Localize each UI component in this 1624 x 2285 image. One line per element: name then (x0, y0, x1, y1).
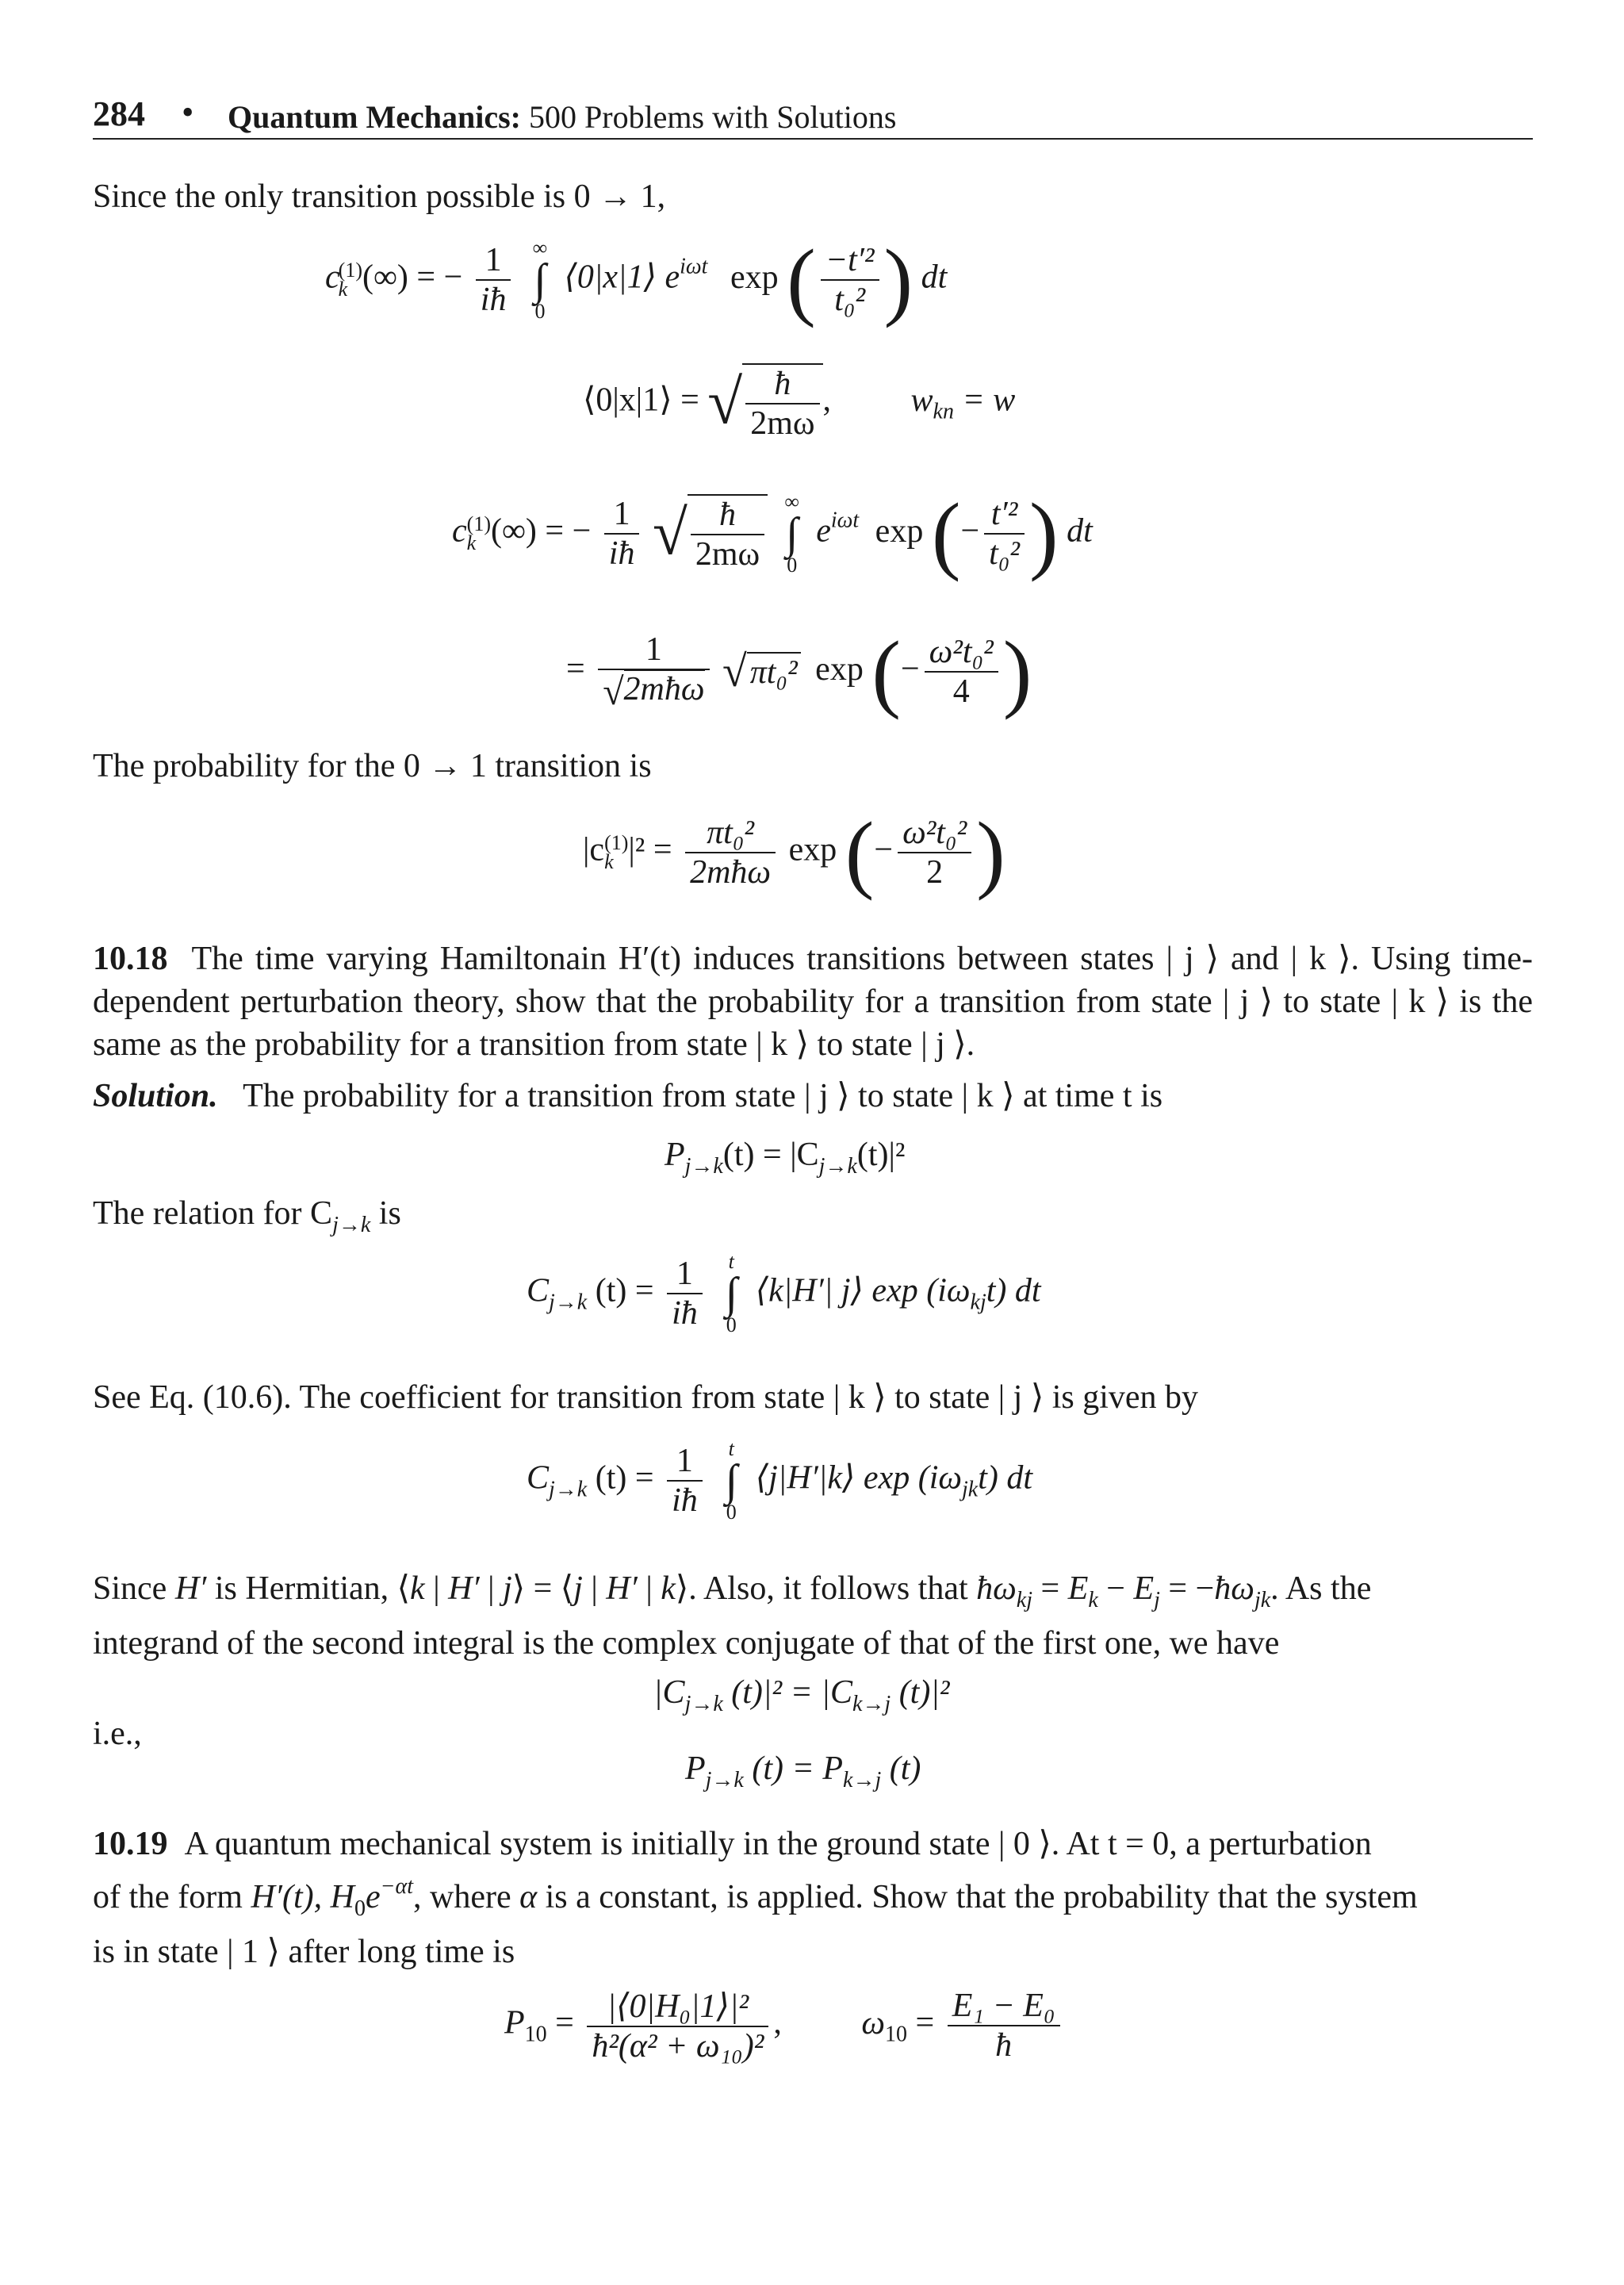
relation-line: The relation for $C_{j\to k}$ is (93, 1195, 401, 1237)
equation-c-infinity-expanded: c (1) k (∞) = − $\frac{1}{iħ}$ √ $\frac{ħ}{2m\omega}$ ∞ ∫ 0 $e^{i\omega t}$ exp (− $\frac{\text{t′²}}{\text{t₀²}}$ ) dt (452, 485, 1093, 582)
ie-label: i.e., (93, 1716, 142, 1752)
see-equation-line: See Eq. (10.6). The coefficient for transition from state | k ⟩ to state | j ⟩ is given by (93, 1379, 1199, 1416)
problem-10-18: 10.18 The time varying Hamiltonain H′(t) induces transitions between states | j ⟩ and | k ⟩. Using time-dependent perturbation theory, show that the probability for a transition from state | j ⟩ to state | k ⟩ is the same as the probability for a transition from state | k ⟩ to state | j ⟩. (93, 941, 1534, 1063)
equation-c-infinity: c (1) k (∞) = − $\frac{1}{iħ}$ ∞ ∫ 0 ⟨0|x|1⟩ $e^{i\omega t}$ exp ( $\frac{\text{−t′²}}{\text{t₀²}}$ ) dt (325, 232, 948, 328)
intro-line: Since the only transition possible is 0 → 1, (93, 178, 666, 215)
equation-p-equality: $P_{j\to k}$ $(t) = P_{k\to j}$ (t) (685, 1750, 921, 1792)
equation-coefficient-kj: $C_{j\to k}$ (t) = $\frac{1}{iħ}$ t ∫ 0 ⟨j|H′|k⟩ $\exp (i\omega_{jk}t)$ dt (527, 1437, 1033, 1524)
header-bullet: • (182, 93, 194, 132)
problem-10-19: 10.19 A quantum mechanical system is initially in the ground state | 0 ⟩. At t = 0, a perturbation of the form H′(t), $H_0e^{-\alpha t}$, where α is a constant, is applied. Show that the probability that the system is in state | 1 ⟩ after long time is (93, 1826, 1418, 1970)
probability-line: The probability for the 0 → 1 transition is (93, 748, 652, 784)
book-title: Quantum Mechanics: 500 Problems with Solutions (228, 99, 897, 135)
equation-abs-equality: $|C_{j\to k}$ $(t)|^2 = |C_{k\to j}$ (t)|² (653, 1674, 950, 1716)
hermitian-paragraph: Since H′ is Hermitian, ⟨k | H′ | j⟩ = ⟨j | H′ | k⟩. Also, it follows that $ħ\omega_{kj} = E_k - E_j$ = $-ħ\omega_{jk}$. As the integrand of the second integral is the complex conjugate of that of the first one, we have (93, 1570, 1372, 1662)
equation-transition-probability: $P_{j\to k}(t) = |C_{j\to k}(t)|^2$ (665, 1137, 906, 1179)
problem-number: 10.18 (93, 941, 168, 977)
equation-probability: |c (1) k |² = $\frac{\text{πt₀²}}{\text{2mħω}}$ exp (− $\frac{\text{ω²t₀²}}{2}$ ) (583, 804, 1005, 901)
running-header (93, 89, 1533, 140)
equation-c-infinity-result: = $\frac{1}{\text{√2mħω}}$ √πt₀² exp (− $\frac{\text{ω²t₀²}}{4}$ ) (566, 623, 1032, 720)
page-number: 284 (93, 94, 145, 133)
solution-line: Solution. The probability for a transition from state | j ⟩ to state | k ⟩ at time t is (93, 1078, 1163, 1114)
problem-number: 10.19 (93, 1826, 168, 1862)
equation-coefficient-jk: $C_{j\to k}$ (t) = $\frac{1}{iħ}$ t ∫ 0 ⟨k|H′| j⟩ $\exp (i\omega_{kj}t)$ dt (527, 1250, 1041, 1336)
equation-matrix-element: ⟨0|x|1⟩ = √ $\frac{ħ}{2m\omega}$ , $w_{kn} = w$ (583, 363, 1015, 443)
solution-label: Solution. (93, 1078, 218, 1114)
equation-p10: $P_{10}$ = $\frac{\text{|⟨0|H₀|1⟩|²}}{\text{ħ²(α² + ω₁₀)²}}$ , $\omega_{10}$ = $\frac{\text{E₁ − E₀}}{ħ}$ (504, 1986, 1065, 2065)
